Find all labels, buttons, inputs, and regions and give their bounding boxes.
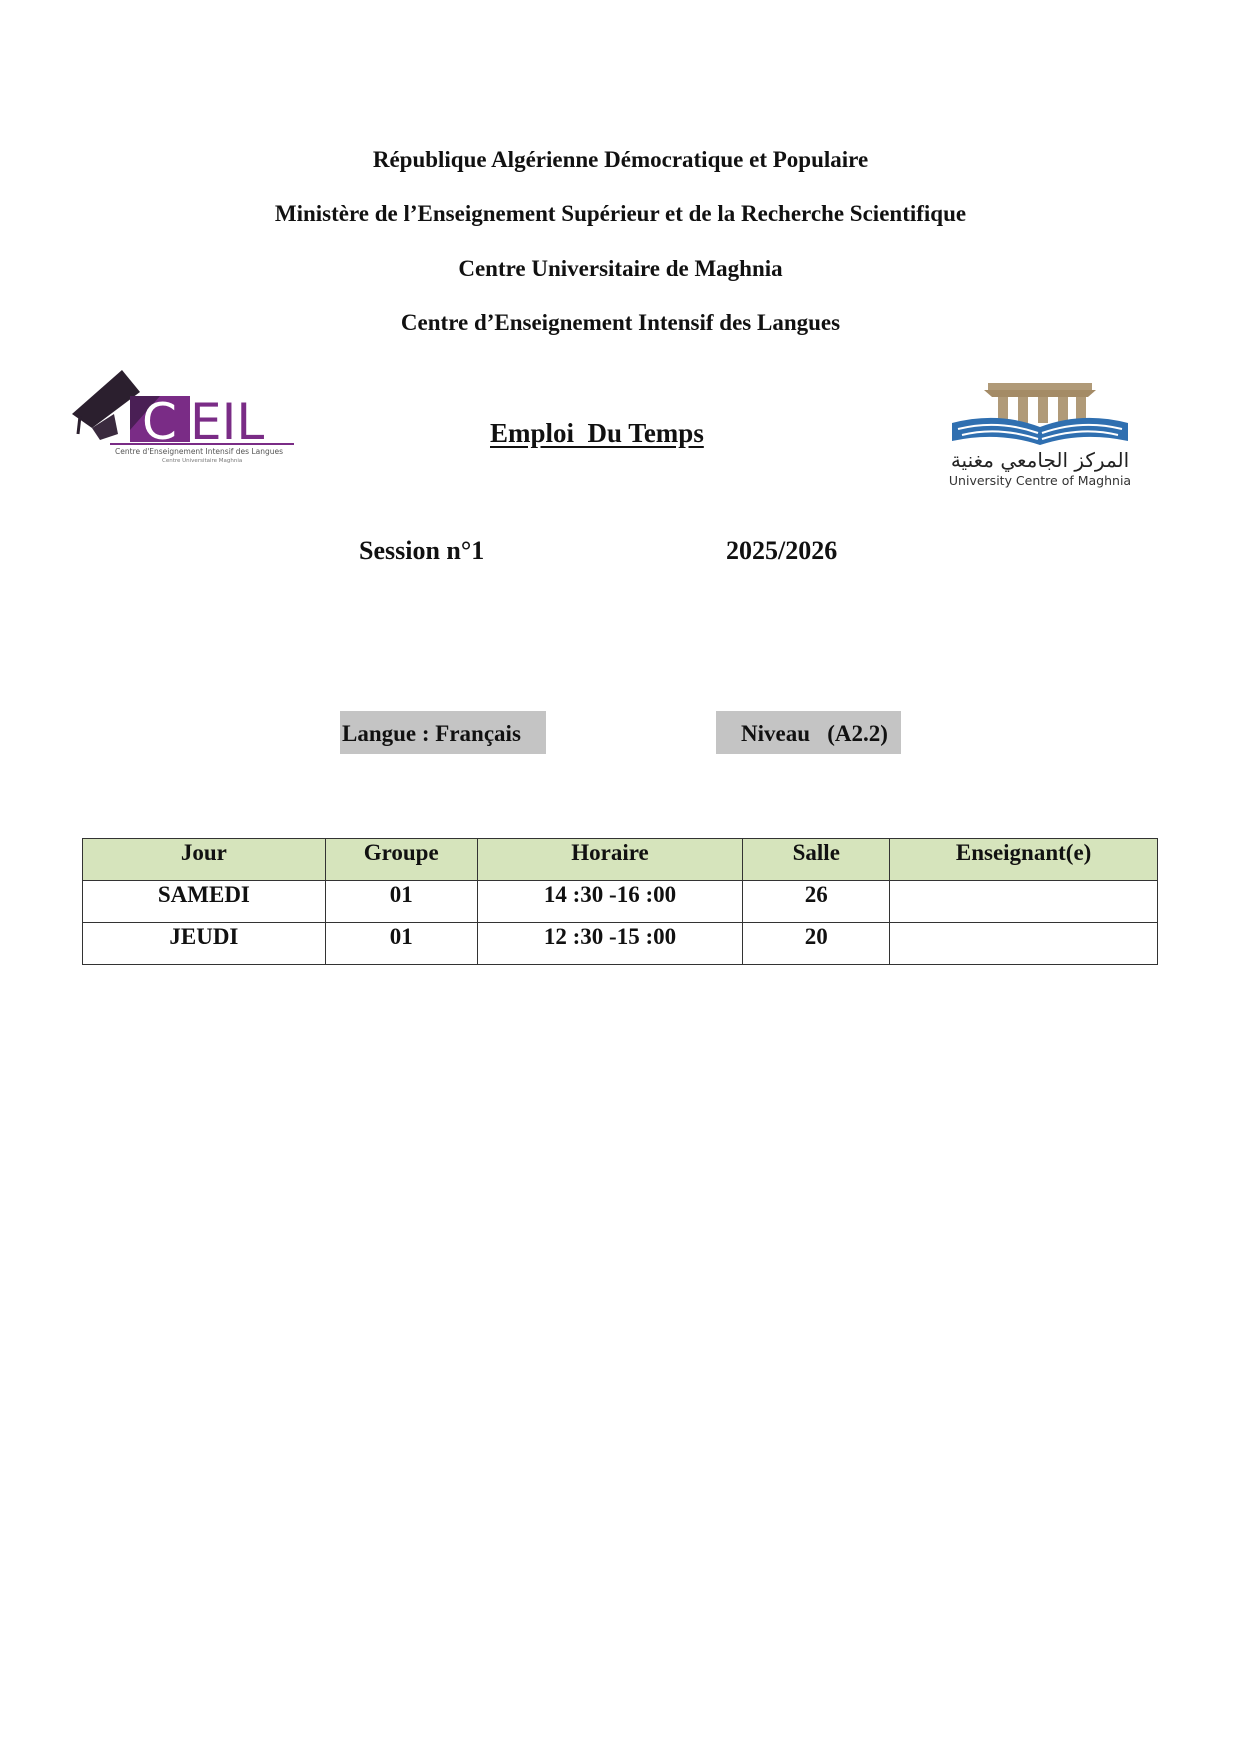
svg-text:C: C <box>142 393 177 451</box>
cell-enseignant <box>890 881 1158 923</box>
university-centre-logo <box>948 383 1148 495</box>
column-header-jour: Jour <box>83 839 326 881</box>
ceil-logo <box>70 370 300 470</box>
cell-salle: 20 <box>743 923 890 965</box>
table-row <box>83 923 1158 965</box>
level-text: Niveau (A2.2) <box>741 721 888 746</box>
cell-groupe: 01 <box>325 923 477 965</box>
cell-horaire: 12 :30 -15 :00 <box>477 923 743 965</box>
level-badge <box>716 711 901 754</box>
logo-arabic-text: المركز الجامعي مغنية <box>950 448 1130 472</box>
column-header-enseignant: Enseignant(e) <box>890 839 1158 881</box>
column-header-groupe: Groupe <box>325 839 477 881</box>
logo-english-text: University Centre of Maghnia <box>948 473 1132 488</box>
cell-salle: 26 <box>743 881 890 923</box>
cell-jour: SAMEDI <box>83 881 326 923</box>
page-title: Emploi Du Temps <box>490 418 704 448</box>
column-header-salle: Salle <box>743 839 890 881</box>
ceil-logo-subtitle: Centre d'Enseignement Intensif des Langues <box>115 447 284 456</box>
language-text: Langue : Français <box>342 721 521 746</box>
cell-horaire: 14 :30 -16 :00 <box>477 881 743 923</box>
cell-groupe: 01 <box>325 881 477 923</box>
table-row <box>83 881 1158 923</box>
cell-enseignant <box>890 923 1158 965</box>
svg-text:EIL: EIL <box>190 393 265 451</box>
academic-year: 2025/2026 <box>726 536 838 565</box>
language-badge <box>340 711 546 754</box>
cell-jour: JEUDI <box>83 923 326 965</box>
header-center: Centre d’Enseignement Intensif des Langues <box>400 310 841 335</box>
ceil-logo-subtitle-2: Centre Universitaire Maghnia <box>162 458 243 464</box>
header-university: Centre Universitaire de Maghnia <box>458 256 783 281</box>
column-header-horaire: Horaire <box>477 839 743 881</box>
session-label: Session n°1 <box>359 536 485 565</box>
table-header-row <box>83 839 1158 881</box>
header-ministry: Ministère de l’Enseignement Supérieur et de la Recherche Scientifique <box>274 201 967 226</box>
schedule-table <box>82 838 1158 965</box>
header-republic: République Algérienne Démocratique et Populaire <box>372 147 869 172</box>
